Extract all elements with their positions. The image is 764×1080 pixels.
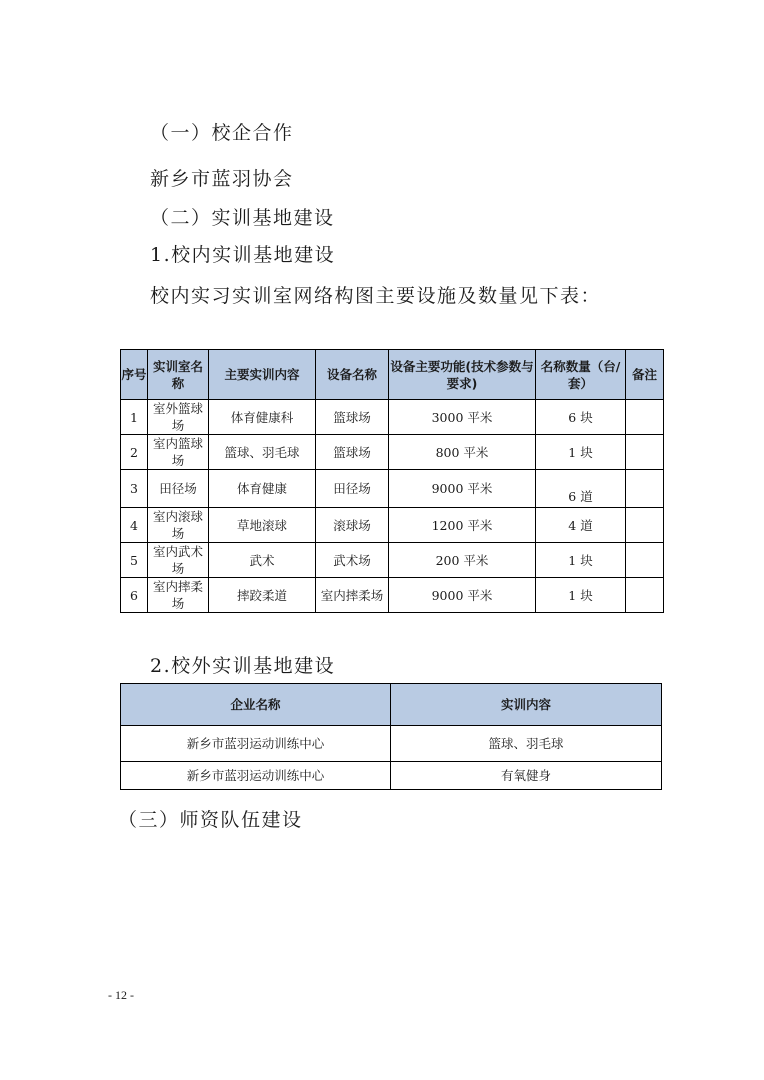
header-cell: 设备名称 [316, 350, 389, 400]
cell-content: 篮球、羽毛球 [391, 726, 662, 762]
cell-content: 摔跤柔道 [209, 578, 316, 613]
table-row [121, 578, 664, 613]
header-cell: 实训内容 [391, 684, 662, 726]
cell-room: 室内武术场 [148, 543, 209, 578]
cell-room: 室内摔柔场 [148, 578, 209, 613]
cell-note [626, 470, 664, 508]
header-cell: 序号 [121, 350, 148, 400]
cell-qty: 1 块 [536, 578, 626, 613]
cell-company: 新乡市蓝羽运动训练中心 [121, 726, 391, 762]
cell-qty: 1 块 [536, 543, 626, 578]
cell-content: 篮球、羽毛球 [209, 435, 316, 470]
cell-equip: 田径场 [316, 470, 389, 508]
cell-qty: 6 道 [536, 470, 626, 508]
cell-content: 体育健康科 [209, 400, 316, 435]
cell-room: 田径场 [148, 470, 209, 508]
cell-qty: 1 块 [536, 435, 626, 470]
cell-no: 1 [121, 400, 148, 435]
cell-func: 9000 平米 [389, 470, 536, 508]
external-bases-table [120, 683, 662, 790]
cell-qty: 6 块 [536, 400, 626, 435]
cell-equip: 滚球场 [316, 508, 389, 543]
cell-note [626, 508, 664, 543]
training-rooms-table [120, 349, 664, 613]
cell-room: 室外篮球场 [148, 400, 209, 435]
section-heading-3: （三）师资队伍建设 [118, 809, 303, 831]
cell-content: 体育健康 [209, 470, 316, 508]
cell-note [626, 543, 664, 578]
cell-func: 9000 平米 [389, 578, 536, 613]
cell-equip: 武术场 [316, 543, 389, 578]
table-header-row [121, 350, 664, 400]
cell-note [626, 435, 664, 470]
header-cell: 实训室名称 [148, 350, 209, 400]
cell-company: 新乡市蓝羽运动训练中心 [121, 762, 391, 790]
cell-room: 室内篮球场 [148, 435, 209, 470]
section-heading-2: （二）实训基地建设 [150, 207, 335, 229]
page-number: - 12 - [108, 988, 134, 1002]
table-row [121, 543, 664, 578]
cell-no: 6 [121, 578, 148, 613]
table-row [121, 435, 664, 470]
subheading-2-2: 2.校外实训基地建设 [150, 655, 336, 677]
cell-equip: 室内摔柔场 [316, 578, 389, 613]
header-cell: 备注 [626, 350, 664, 400]
table-row [121, 762, 662, 790]
table-row [121, 508, 664, 543]
cell-content: 武术 [209, 543, 316, 578]
cell-func: 1200 平米 [389, 508, 536, 543]
cell-no: 4 [121, 508, 148, 543]
section-1-body: 新乡市蓝羽协会 [150, 168, 294, 190]
header-cell: 名称数量（台/套） [536, 350, 626, 400]
cell-note [626, 578, 664, 613]
cell-no: 2 [121, 435, 148, 470]
section-heading-1: （一）校企合作 [150, 122, 294, 144]
cell-note [626, 400, 664, 435]
header-cell: 设备主要功能(技术参数与要求) [389, 350, 536, 400]
cell-content: 草地滚球 [209, 508, 316, 543]
cell-no: 3 [121, 470, 148, 508]
cell-func: 200 平米 [389, 543, 536, 578]
table-header-row [121, 684, 662, 726]
cell-equip: 篮球场 [316, 435, 389, 470]
subheading-2-1: 1.校内实训基地建设 [150, 244, 336, 266]
header-cell: 企业名称 [121, 684, 391, 726]
cell-func: 800 平米 [389, 435, 536, 470]
header-cell: 主要实训内容 [209, 350, 316, 400]
table-row [121, 726, 662, 762]
table-row [121, 400, 664, 435]
table-row [121, 470, 664, 508]
cell-equip: 篮球场 [316, 400, 389, 435]
cell-room: 室内滚球场 [148, 508, 209, 543]
cell-content: 有氧健身 [391, 762, 662, 790]
table-intro-text: 校内实习实训室网络构图主要设施及数量见下表： [150, 285, 602, 307]
cell-qty: 4 道 [536, 508, 626, 543]
cell-no: 5 [121, 543, 148, 578]
cell-func: 3000 平米 [389, 400, 536, 435]
